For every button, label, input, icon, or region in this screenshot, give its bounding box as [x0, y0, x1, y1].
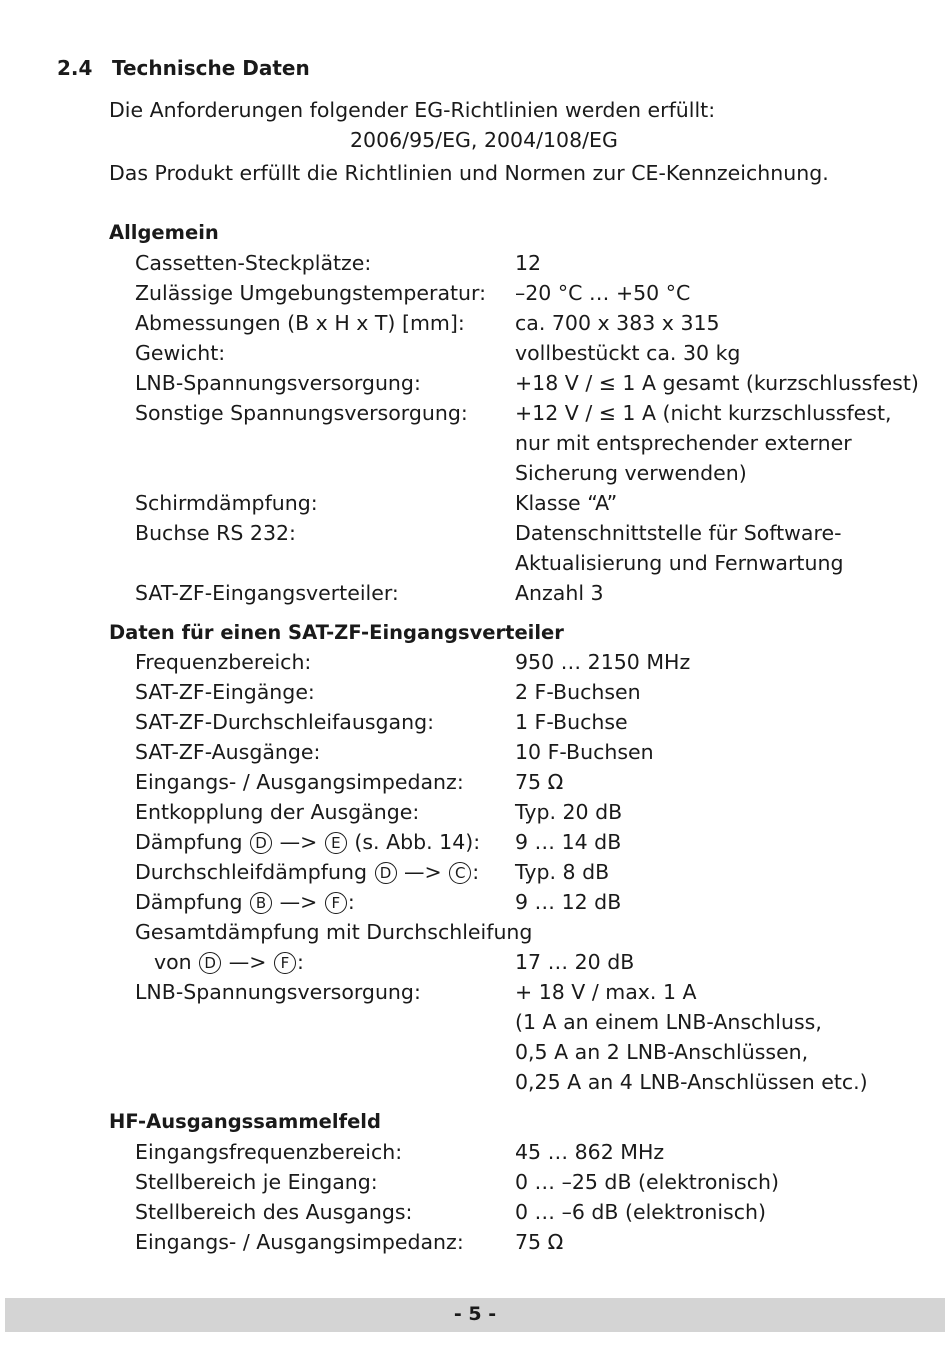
- intro-ce: Das Produkt erfüllt die Richtlinien und Normen zur CE-Kennzeichnung.: [109, 161, 829, 185]
- spec-label: Eingangsfrequenzbereich:: [135, 1140, 403, 1164]
- spec-value: +18 V / ≤ 1 A gesamt (kurzschlussfest): [515, 371, 919, 395]
- spec-label: Frequenzbereich:: [135, 650, 312, 674]
- spec-value: +12 V / ≤ 1 A (nicht kurzschlussfest, nur mit entsprechender externer Sicherung verwenden): [515, 401, 892, 485]
- port-d-icon: D: [199, 952, 221, 974]
- spec-value: Klasse “A”: [515, 491, 618, 515]
- spec-value: Typ. 20 dB: [515, 800, 623, 824]
- spec-value: 0 … –6 dB (elektronisch): [515, 1200, 766, 1224]
- spec-label: Eingangs- / Ausgangsimpedanz:: [135, 770, 464, 794]
- spec-value: Datenschnittstelle für Software- Aktualisierung und Fernwartung: [515, 521, 844, 575]
- spec-value: 1 F-Buchse: [515, 710, 628, 734]
- spec-label: Dämpfung D —> E (s. Abb. 14):: [135, 830, 481, 854]
- spec-label: Schirmdämpfung:: [135, 491, 318, 515]
- spec-value: –20 °C … +50 °C: [515, 281, 691, 305]
- spec-value: vollbestückt ca. 30 kg: [515, 341, 741, 365]
- port-e-icon: E: [325, 832, 347, 854]
- spec-value: 12: [515, 251, 542, 275]
- port-f-icon: F: [325, 892, 347, 914]
- spec-label: SAT-ZF-Ausgänge:: [135, 740, 321, 764]
- spec-label: Entkopplung der Ausgänge:: [135, 800, 420, 824]
- spec-label: Gesamtdämpfung mit Durchschleifung: [135, 920, 533, 944]
- spec-value: 9 … 14 dB: [515, 830, 622, 854]
- port-f-icon: F: [274, 952, 296, 974]
- spec-value: Typ. 8 dB: [515, 860, 610, 884]
- spec-label: Cassetten-Steckplätze:: [135, 251, 372, 275]
- spec-label: Eingangs- / Ausgangsimpedanz:: [135, 1230, 464, 1254]
- spec-label: LNB-Spannungsversorgung:: [135, 980, 421, 1004]
- spec-label: Buchse RS 232:: [135, 521, 296, 545]
- spec-label: von D —> F :: [154, 950, 304, 974]
- spec-value: 950 … 2150 MHz: [515, 650, 691, 674]
- spec-label: SAT-ZF-Eingangsverteiler:: [135, 581, 399, 605]
- section-number: 2.4: [57, 56, 93, 80]
- spec-value: 2 F-Buchsen: [515, 680, 641, 704]
- port-d-icon: D: [375, 862, 397, 884]
- page-number: - 5 -: [453, 1303, 497, 1325]
- spec-label: Abmessungen (B x H x T) [mm]:: [135, 311, 465, 335]
- spec-label: Durchschleifdämpfung D —> C :: [135, 860, 480, 884]
- port-b-icon: B: [250, 892, 272, 914]
- spec-label: SAT-ZF-Durchschleifausgang:: [135, 710, 435, 734]
- spec-value: + 18 V / max. 1 A (1 A an einem LNB-Anschluss, 0,5 A an 2 LNB-Anschlüssen, 0,25 A an 4 LNB-Anschlüssen etc.): [515, 980, 868, 1094]
- section-heading: [57, 56, 310, 80]
- spec-value: Anzahl 3: [515, 581, 604, 605]
- spec-value: 0 … –25 dB (elektronisch): [515, 1170, 779, 1194]
- spec-value: 75 Ω: [515, 1230, 564, 1254]
- spec-value: 75 Ω: [515, 770, 564, 794]
- spec-label: Dämpfung B —> F :: [135, 890, 355, 914]
- intro-directives: Die Anforderungen folgender EG-Richtlinien werden erfüllt:: [109, 98, 716, 122]
- port-d-icon: D: [250, 832, 272, 854]
- verteiler-title: Daten für einen SAT-ZF-Eingangsverteiler: [109, 621, 564, 644]
- port-c-icon: C: [449, 862, 471, 884]
- spec-value: 45 … 862 MHz: [515, 1140, 665, 1164]
- section-title: Technische Daten: [112, 56, 310, 80]
- spec-value: 17 … 20 dB: [515, 950, 635, 974]
- spec-value: 9 … 12 dB: [515, 890, 622, 914]
- spec-label: Stellbereich je Eingang:: [135, 1170, 378, 1194]
- spec-value: 10 F-Buchsen: [515, 740, 654, 764]
- page-footer: [5, 1298, 945, 1332]
- intro-directive-numbers: 2006/95/EG, 2004/108/EG: [350, 128, 618, 152]
- spec-label: LNB-Spannungsversorgung:: [135, 371, 421, 395]
- spec-label: Zulässige Umgebungstemperatur:: [135, 281, 487, 305]
- spec-value: ca. 700 x 383 x 315: [515, 311, 720, 335]
- allgemein-title: Allgemein: [109, 221, 219, 244]
- spec-label: Stellbereich des Ausgangs:: [135, 1200, 413, 1224]
- spec-label: SAT-ZF-Eingänge:: [135, 680, 315, 704]
- hf-title: HF-Ausgangssammelfeld: [109, 1110, 381, 1133]
- spec-label: Sonstige Spannungsversorgung:: [135, 401, 468, 425]
- spec-label: Gewicht:: [135, 341, 226, 365]
